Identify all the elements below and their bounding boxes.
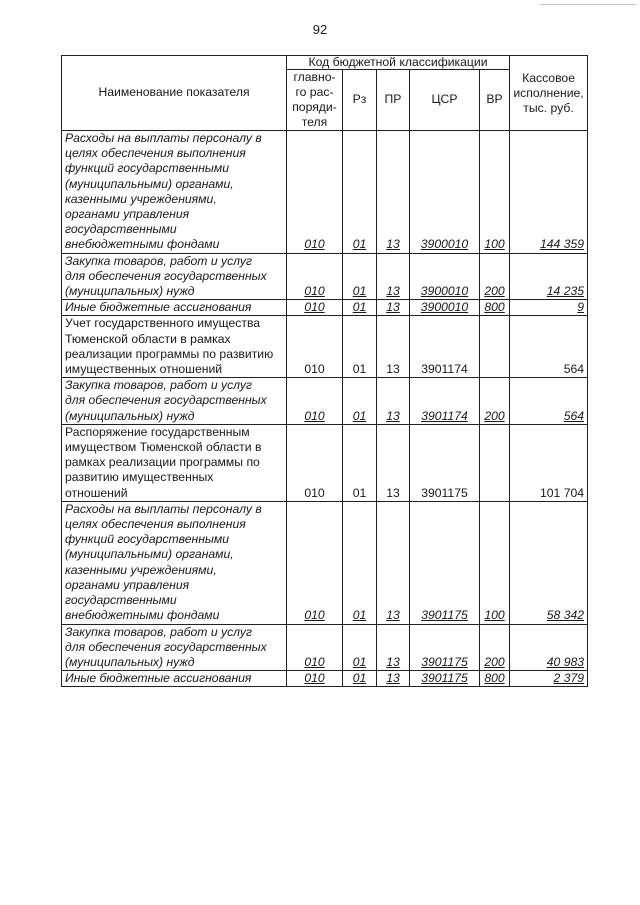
cell-vr xyxy=(480,424,510,501)
cell-pr: 13 xyxy=(377,624,410,671)
cell-rz: 01 xyxy=(343,131,377,254)
header-glav: главно- го рас- поряди- теля xyxy=(287,70,343,131)
cell-amount: 564 xyxy=(510,316,588,378)
cell-vr: 100 xyxy=(480,501,510,624)
cell-rz: 01 xyxy=(343,316,377,378)
cell-glav: 010 xyxy=(287,131,343,254)
budget-table xyxy=(61,55,588,687)
header-rz: Рз xyxy=(343,70,377,131)
cell-amount: 40 983 xyxy=(510,624,588,671)
cell-vr: 800 xyxy=(480,300,510,316)
header-amount: Кассовое исполнение, тыс. руб. xyxy=(510,56,588,131)
cell-vr: 100 xyxy=(480,131,510,254)
cell-pr: 13 xyxy=(377,253,410,300)
cell-amount: 58 342 xyxy=(510,501,588,624)
cell-rz: 01 xyxy=(343,300,377,316)
table-row xyxy=(62,671,588,687)
table-row xyxy=(62,624,588,671)
row-name: Расходы на выплаты персоналу в целях обеспечения выполнения функций государственными (муниципальными) органами, казенными учреждениями, органами управления государственными внебюджетными фондами xyxy=(62,131,287,254)
cell-vr: 200 xyxy=(480,624,510,671)
cell-csr: 3900010 xyxy=(410,253,480,300)
row-name: Закупка товаров, работ и услуг для обеспечения государственных (муниципальных) нужд xyxy=(62,378,287,425)
cell-glav: 010 xyxy=(287,378,343,425)
cell-pr: 13 xyxy=(377,671,410,687)
cell-csr: 3901174 xyxy=(410,378,480,425)
header-csr: ЦСР xyxy=(410,70,480,131)
page-number: 92 xyxy=(312,22,328,37)
header-budget-code-group: Код бюджетной классификации xyxy=(287,56,510,70)
header-vr: ВР xyxy=(480,70,510,131)
table-row xyxy=(62,424,588,501)
cell-rz: 01 xyxy=(343,424,377,501)
cell-rz: 01 xyxy=(343,671,377,687)
cell-vr: 200 xyxy=(480,253,510,300)
table-row xyxy=(62,378,588,425)
cell-pr: 13 xyxy=(377,300,410,316)
row-name: Иные бюджетные ассигнования xyxy=(62,300,287,316)
cell-csr: 3900010 xyxy=(410,300,480,316)
cell-csr: 3901175 xyxy=(410,624,480,671)
row-name: Закупка товаров, работ и услуг для обеспечения государственных (муниципальных) нужд xyxy=(62,253,287,300)
header-pr: ПР xyxy=(377,70,410,131)
cell-rz: 01 xyxy=(343,501,377,624)
cell-amount: 144 359 xyxy=(510,131,588,254)
cell-rz: 01 xyxy=(343,253,377,300)
top-edge-line xyxy=(540,4,636,5)
row-name: Расходы на выплаты персоналу в целях обеспечения выполнения функций государственными (муниципальными) органами, казенными учреждениями, органами управления государственными внебюджетными фондами xyxy=(62,501,287,624)
cell-vr: 800 xyxy=(480,671,510,687)
cell-pr: 13 xyxy=(377,501,410,624)
cell-rz: 01 xyxy=(343,378,377,425)
cell-csr: 3900010 xyxy=(410,131,480,254)
table-row xyxy=(62,501,588,624)
cell-glav: 010 xyxy=(287,671,343,687)
cell-csr: 3901175 xyxy=(410,671,480,687)
cell-amount: 9 xyxy=(510,300,588,316)
cell-csr: 3901174 xyxy=(410,316,480,378)
cell-glav: 010 xyxy=(287,624,343,671)
cell-amount: 14 235 xyxy=(510,253,588,300)
cell-glav: 010 xyxy=(287,253,343,300)
row-name: Иные бюджетные ассигнования xyxy=(62,671,287,687)
table-row xyxy=(62,131,588,254)
row-name: Учет государственного имущества Тюменской области в рамках реализации программы по развитию имущественных отношений xyxy=(62,316,287,378)
cell-pr: 13 xyxy=(377,424,410,501)
table-row xyxy=(62,253,588,300)
cell-glav: 010 xyxy=(287,316,343,378)
cell-vr: 200 xyxy=(480,378,510,425)
cell-amount: 101 704 xyxy=(510,424,588,501)
row-name: Распоряжение государственным имуществом Тюменской области в рамках реализации программы по развитию имущественных отношений xyxy=(62,424,287,501)
table-row xyxy=(62,316,588,378)
cell-glav: 010 xyxy=(287,300,343,316)
table-row xyxy=(62,300,588,316)
cell-amount: 564 xyxy=(510,378,588,425)
cell-pr: 13 xyxy=(377,131,410,254)
cell-amount: 2 379 xyxy=(510,671,588,687)
cell-csr: 3901175 xyxy=(410,424,480,501)
cell-pr: 13 xyxy=(377,378,410,425)
cell-glav: 010 xyxy=(287,501,343,624)
cell-pr: 13 xyxy=(377,316,410,378)
cell-rz: 01 xyxy=(343,624,377,671)
row-name: Закупка товаров, работ и услуг для обеспечения государственных (муниципальных) нужд xyxy=(62,624,287,671)
cell-csr: 3901175 xyxy=(410,501,480,624)
cell-vr xyxy=(480,316,510,378)
header-name: Наименование показателя xyxy=(62,56,287,131)
cell-glav: 010 xyxy=(287,424,343,501)
